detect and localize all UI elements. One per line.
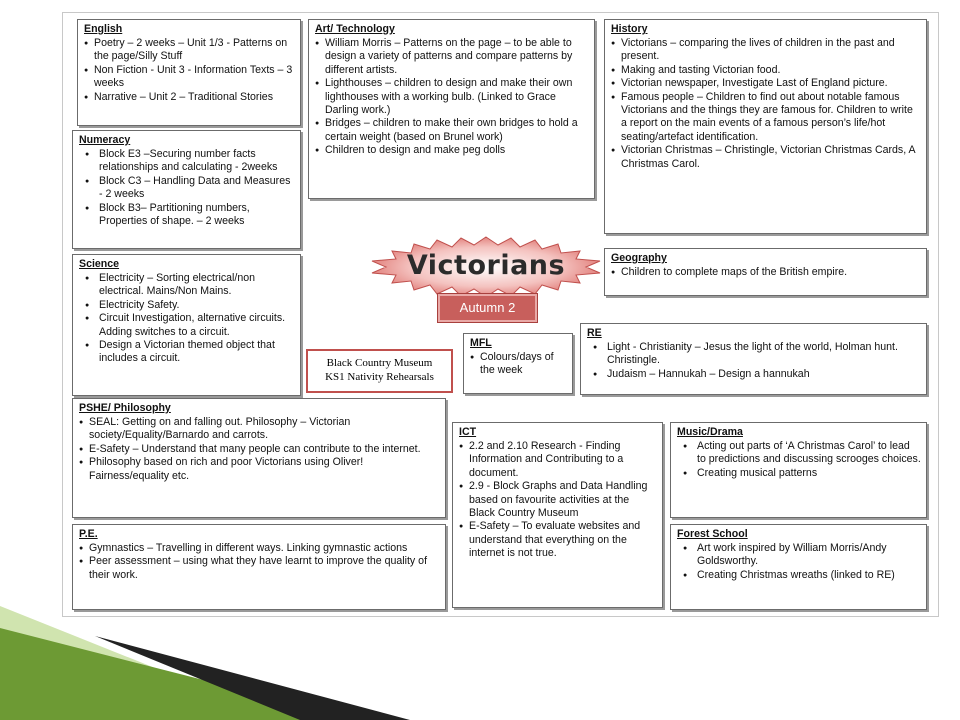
art-heading: Art/ Technology: [315, 23, 395, 35]
ict-heading: ICT: [459, 426, 477, 438]
list-item: ● SEAL: Getting on and falling out. Philosophy – Victorian society/Equality/Barnardo and carrots.: [79, 416, 440, 443]
victorians-title-star: [368, 236, 604, 298]
list-item: ● Bridges – children to make their own bridges to hold a certain weight (based on Brunel work): [315, 117, 589, 144]
science-heading: Science: [79, 258, 120, 270]
re-box: [580, 323, 927, 395]
list-item: ● Colours/days of the week: [470, 351, 567, 378]
list-item: ● 2.2 and 2.10 Research - Finding Information and Contributing to a document.: [459, 440, 657, 480]
mfl-heading: MFL: [470, 337, 492, 349]
pe-box: [72, 524, 446, 610]
forest-school-box: [670, 524, 927, 610]
music-heading: Music/Drama: [677, 426, 743, 438]
list-item: ● E-Safety – To evaluate websites and understand that everything on the internet is not true.: [459, 520, 657, 560]
geography-heading: Geography: [611, 252, 667, 264]
history-box: [604, 19, 927, 234]
list-item: ● Non Fiction - Unit 3 - Information Texts – 3 weeks: [84, 64, 295, 91]
list-item: ● Making and tasting Victorian food.: [611, 64, 921, 77]
list-item: ● Famous people – Children to find out about notable famous Victorians and the things they are famous for. Children to write a report on the main events of a famous person’s life/hot seating/artefact identification.: [611, 91, 921, 145]
list-item: ● Victorian newspaper, Investigate Last of England picture.: [611, 77, 921, 90]
list-item: ● Acting out parts of ‘A Christmas Carol’ to lead to predictions and discussing scrooges choices.: [677, 440, 921, 467]
pe-heading: P.E.: [79, 528, 98, 540]
page-title: Victorians: [406, 250, 566, 281]
list-item: ● Peer assessment – using what they have learnt to improve the quality of their work.: [79, 555, 440, 582]
re-heading: RE: [587, 327, 602, 339]
list-item: ● Philosophy based on rich and poor Victorians using Oliver! Fairness/equality etc.: [79, 456, 440, 483]
list-item: ● Creating Christmas wreaths (linked to RE): [677, 569, 921, 582]
list-item: ● Electricity Safety.: [79, 299, 295, 312]
forest-heading: Forest School: [677, 528, 748, 540]
english-box: [77, 19, 301, 126]
list-item: ● Poetry – 2 weeks – Unit 1/3 - Patterns on the page/Silly Stuff: [84, 37, 295, 64]
list-item: ● Judaism – Hannukah – Design a hannukah: [587, 368, 921, 381]
term-badge: Autumn 2: [437, 293, 538, 323]
music-drama-box: [670, 422, 927, 518]
geography-box: [604, 248, 927, 296]
list-item: ● E-Safety – Understand that many people can contribute to the internet.: [79, 443, 440, 456]
list-item: ● Children to complete maps of the British empire.: [611, 266, 921, 279]
list-item: ● Block B3– Partitioning numbers, Properties of shape. – 2 weeks: [79, 202, 295, 229]
english-heading: English: [84, 23, 123, 35]
list-item: ● Circuit Investigation, alternative circuits. Adding switches to a circuit.: [79, 312, 295, 339]
pshe-box: [72, 398, 446, 518]
nativity-line: KS1 Nativity Rehearsals: [325, 371, 434, 383]
list-item: ● Children to design and make peg dolls: [315, 144, 589, 157]
list-item: ● William Morris – Patterns on the page – to be able to design a variety of patterns and compare patterns by different artists.: [315, 37, 589, 77]
pshe-heading: PSHE/ Philosophy: [79, 402, 171, 414]
numeracy-box: [72, 130, 301, 249]
list-item: ● Light - Christianity – Jesus the light of the world, Holman hunt. Christingle.: [587, 341, 921, 368]
list-item: ● 2.9 - Block Graphs and Data Handling based on favourite activities at the Black Country Museum: [459, 480, 657, 520]
list-item: ● Block E3 –Securing number facts relationships and calculating - 2weeks: [79, 148, 295, 175]
list-item: ● Art work inspired by William Morris/Andy Goldsworthy.: [677, 542, 921, 569]
ict-box: [452, 422, 663, 608]
list-item: ● Electricity – Sorting electrical/non electrical. Mains/Non Mains.: [79, 272, 295, 299]
list-item: ● Victorians – comparing the lives of children in the past and present.: [611, 37, 921, 64]
list-item: ● Design a Victorian themed object that includes a circuit.: [79, 339, 295, 366]
science-box: [72, 254, 301, 396]
list-item: ● Block C3 – Handling Data and Measures - 2 weeks: [79, 175, 295, 202]
mfl-box: [463, 333, 573, 394]
numeracy-heading: Numeracy: [79, 134, 131, 146]
museum-note: [306, 349, 453, 393]
list-item: ● Gymnastics – Travelling in different ways. Linking gymnastic actions: [79, 542, 440, 555]
list-item: ● Lighthouses – children to design and make their own lighthouses with a working bulb. (Linked to Grace Darling work.): [315, 77, 589, 117]
art-technology-box: [308, 19, 595, 199]
museum-line: Black Country Museum: [326, 357, 433, 369]
list-item: ● Victorian Christmas – Christingle, Victorian Christmas Cards, A Christmas Carol.: [611, 144, 921, 171]
list-item: ● Creating musical patterns: [677, 467, 921, 480]
list-item: ● Narrative – Unit 2 – Traditional Stories: [84, 91, 295, 104]
history-heading: History: [611, 23, 648, 35]
